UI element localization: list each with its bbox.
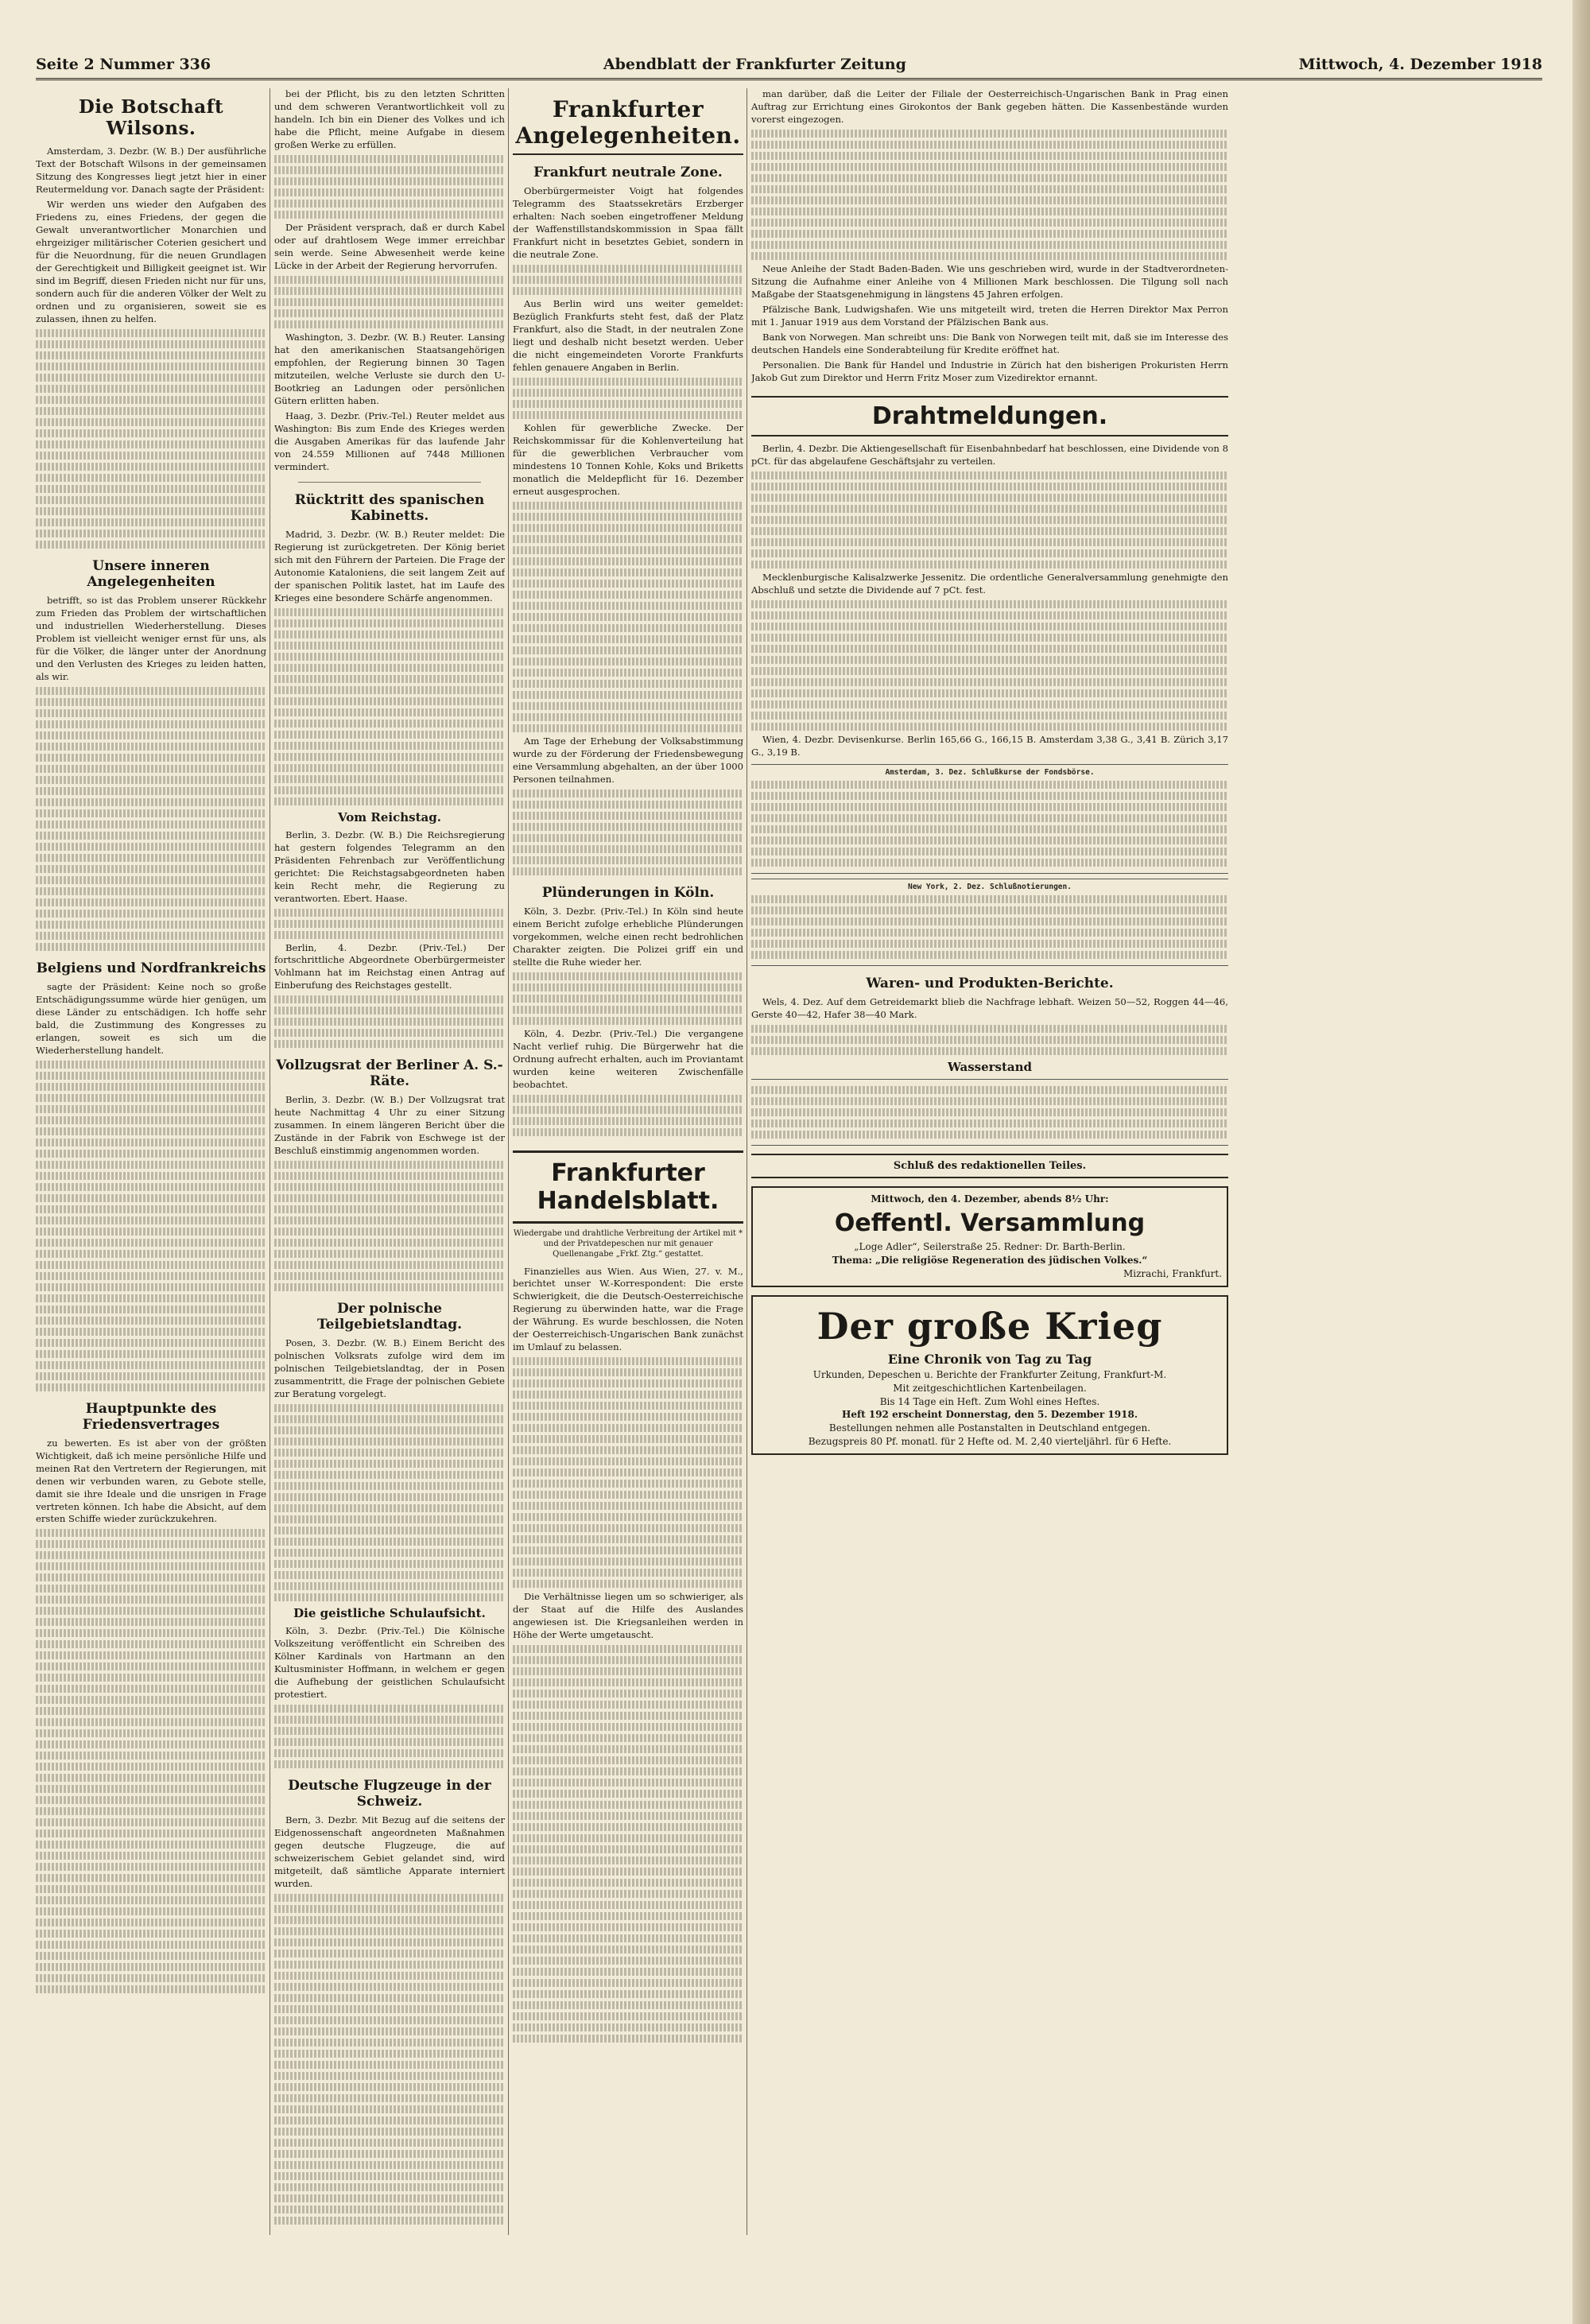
article-paragraph: sagte der Präsident: Keine noch so große Entschädigungssumme würde hier genügen, um diese Länder zu entschädigen. Ich hoffe sehr bald, die Zustimmung des Kongresses zu erlangen, soweit es sich um die Wiederherstellung handelt. — [36, 980, 266, 1056]
ad-versammlung — [751, 1186, 1228, 1286]
article-paragraph: Köln, 4. Dezbr. (Priv.-Tel.) Die vergangene Nacht verlief ruhig. Die Bürgerwehr hat die Ordnung aufrecht erhalten, auch im Proviantamt wurden keine weiteren Zwischenfälle beobachtet. — [513, 1027, 743, 1090]
article-paragraph: Aus Berlin wird uns weiter gemeldet: Bezüglich Frankfurts steht fest, daß der Platz Frankfurt, also die Stadt, in der neutralen Zone liegt und deshalb nicht besetzt werden. Ueber die nicht eingemeindeten Vororte Frankfurts fehlen genauere Angaben in Berlin. — [513, 297, 743, 373]
ad-krieg-sub: Eine Chronik von Tag zu Tag — [887, 1351, 1092, 1367]
ad-krieg-line: Mit zeitgeschichtlichen Kartenbeilagen. — [893, 1382, 1087, 1394]
subhead-peace-treaty: Hauptpunkte des Friedensvertrages — [82, 1400, 220, 1433]
subhead-neutral-zone: Frankfurt neutrale Zone. — [533, 165, 723, 180]
article-paragraph: Köln, 3. Dezbr. (Priv.-Tel.) Die Kölnische Volkszeitung veröffentlicht ein Schreiben des Kölner Kardinals von Hartmann an den Kultusminister Hoffmann, in welchem er gegen die Aufhebung der geistlichen Schulaufsicht protestiert. — [274, 1625, 505, 1701]
article-paragraph: Berlin, 4. Dezbr. Die Aktiengesellschaft für Eisenbahnbedarf hat beschlossen, eine Dividende von 8 pCt. für das abgelaufene Geschäftsjahr zu verteilen. — [751, 442, 1228, 467]
article-paragraph: betrifft, so ist das Problem unserer Rückkehr zum Frieden das Problem der wirtschaftlichen und industriellen Wiederherstellung. Dieses Problem ist vielleicht weniger ernst für uns, als für die Völker, die länger unter der Anordnung und den Verlusten des Krieges zu leiden hatten, als wir. — [36, 594, 266, 682]
table-title: New York, 2. Dez. Schlußnotierungen. — [908, 883, 1072, 892]
column-2 — [274, 88, 505, 2235]
headline-frankfurt-affairs: Frankfurter Angelegenheiten. — [513, 96, 743, 155]
column-1 — [36, 88, 266, 2235]
column-3 — [513, 88, 743, 2235]
headline-wasserstand: Wasserstand — [947, 1060, 1033, 1075]
article-paragraph: Die Verhältnisse liegen um so schwieriger, als der Staat auf die Hilfe des Auslandes angewiesen ist. Die Kriegsanleihen werden in Höhe der Werte umgetauscht. — [513, 1591, 743, 1641]
column-4 — [751, 88, 1228, 2235]
article-paragraph: Berlin, 3. Dezbr. (W. B.) Die Reichsregierung hat gestern folgendes Telegramm an den Präsidenten Fehrenbach zur Veröffentlichung gerichtet: Die Reichstagsabgeordneten haben kein Recht mehr, die Regierung zu verantworten. Ebert. Haase. — [274, 828, 505, 904]
article-paragraph: Neue Anleihe der Stadt Baden-Baden. Wie uns geschrieben wird, wurde in der Stadtverordneten-Sitzung die Aufnahme einer Anleihe von 4 Millionen Mark beschlossen. Die Tilgung soll nach Maßgabe der Staatsgenehmigung in längstens 45 Jahren erfolgen. — [751, 262, 1228, 300]
subhead-inner-affairs: Unsere inneren Angelegenheiten — [87, 557, 215, 590]
ad-krieg-title: Der große Krieg — [816, 1304, 1163, 1348]
article-paragraph: Berlin, 3. Dezbr. (W. B.) Der Vollzugsrat trat heute Nachmittag 4 Uhr zu einer Sitzung zusammen. In einem längeren Bericht über die Zustände in der Fabrik von Eschwege ist der Beschluß einstimmig angenommen worden. — [274, 1094, 505, 1157]
ad-title: Oeffentl. Versammlung — [834, 1209, 1146, 1238]
headline-handelsblatt: Frankfurter Handelsblatt. — [513, 1150, 743, 1224]
headline-vollzugsrat: Vollzugsrat der Berliner A. S.-Räte. — [276, 1057, 503, 1090]
article-paragraph: Madrid, 3. Dezbr. (W. B.) Reuter meldet: Die Regierung ist zurückgetreten. Der König beriet sich mit den Führern der Parteien. Die Frage der Autonomie Kataloniens, die seit langem Zeit auf der spanischen Politik lastet, hat im Laufe des Krieges eine besondere Schärfe angenommen. — [274, 528, 505, 603]
ad-krieg-line: Bis 14 Tage ein Heft. Zum Wohl eines Heftes. — [879, 1395, 1100, 1407]
article-paragraph: Bank von Norwegen. Man schreibt uns: Die Bank von Norwegen teilt mit, daß sie im Interesse des deutschen Handels eine Sonderabteilung für Kredite eröffnet hat. — [751, 331, 1228, 355]
ad-thema: Thema: „Die religiöse Regeneration des jüdischen Volkes.“ — [832, 1254, 1148, 1266]
article-paragraph: Mecklenburgische Kalisalzwerke Jessenitz. Die ordentliche Generalversammlung genehmigte den Abschluß und setzte die Dividende auf 7 pCt. fest. — [751, 571, 1228, 596]
headline-spain: Rücktritt des spanischen Kabinetts. — [294, 491, 485, 524]
article-paragraph: Pfälzische Bank, Ludwigshafen. Wie uns mitgeteilt wird, treten die Herren Direktor Max Perron mit 1. Januar 1919 aus dem Vorstand der Pfälzischen Bank aus. — [751, 303, 1228, 328]
article-paragraph: Kohlen für gewerbliche Zwecke. Der Reichskommissar für die Kohlenverteilung hat für die gewerblichen Verbraucher vom mindestens 10 Tonnen Kohle, Koks und Briketts monatlich die Meldepflicht für 16. Dezember erneut ausgesprochen. — [513, 421, 743, 497]
wasserstand-table — [751, 1079, 1228, 1146]
page-edge-shadow — [1573, 0, 1590, 2324]
stock-table — [751, 764, 1228, 874]
columns — [36, 88, 1542, 2235]
article-paragraph: Wien, 4. Dezbr. Devisenkurse. Berlin 165,66 G., 166,15 B. Amsterdam 3,38 G., 3,41 B. Zürich 3,17 G., 3,19 B. — [751, 733, 1228, 758]
ad-krieg-line: Urkunden, Depeschen u. Berichte der Frankfurter Zeitung, Frankfurt-M. — [812, 1368, 1167, 1380]
masthead-left: Seite 2 Nummer 336 — [36, 56, 211, 73]
article-paragraph: Wels, 4. Dez. Auf dem Getreidemarkt blieb die Nachfrage lebhaft. Weizen 50—52, Roggen 44—46, Gerste 40—42, Hafer 38—40 Mark. — [751, 996, 1228, 1021]
article-paragraph: Wir werden uns wieder den Aufgaben des Friedens zu, eines Friedens, der gegen die Gewalt unverantwortlicher Monarchien und ehrgeiziger militärischer Coterien gesichert und für die Neuordnung, für die neuen Grundlagen der Gerechtigkeit und Billigkeit geeignet ist. Wir sind im Begriff, diesen Frieden nicht nur für uns, sondern auch für die anderen Völker der Welt zu ordnen und zu organisieren, soweit sie es zulassen, ihnen zu helfen. — [36, 198, 266, 324]
handelsblatt-note: Wiedergabe und drahtliche Verbreitung der Artikel mit * und der Privatdepeschen nur mit genauer Quellenangabe „Frkf. Ztg.“ gestattet. — [513, 1228, 743, 1259]
headline-drahtmeldungen: Drahtmeldungen. — [751, 396, 1228, 436]
headline-waren: Waren- und Produkten-Berichte. — [866, 976, 1114, 992]
article-paragraph: Berlin, 4. Dezbr. (Priv.-Tel.) Der fortschrittliche Abgeordnete Oberbürgermeister Vohlmann hat im Reichstag einen Antrag auf Einberufung des Reichstages gestellt. — [274, 941, 505, 991]
stock-table — [751, 879, 1228, 966]
article-paragraph: bei der Pflicht, bis zu den letzten Schritten und dem schweren Verantwortlichkeit voll zu handeln. Ich bin ein Diener des Volkes und ich habe die Pflicht, meine Aufgabe in diesem großen Werke zu erfüllen. — [274, 88, 505, 150]
table-title: Amsterdam, 3. Dez. Schlußkurse der Fondsbörse. — [885, 767, 1095, 777]
masthead-center: Abendblatt der Frankfurter Zeitung — [603, 56, 906, 73]
article-paragraph: Köln, 3. Dezbr. (Priv.-Tel.) In Köln sind heute einem Bericht zufolge erhebliche Plünderungen vorgekommen, welche einen recht bedrohlichen Charakter zeigten. Die Polizei griff ein und stellte die Ruhe wieder her. — [513, 905, 743, 968]
ad-krieg-line: Heft 192 erscheint Donnerstag, den 5. Dezember 1918. — [841, 1409, 1138, 1421]
article-paragraph: Washington, 3. Dezbr. (W. B.) Reuter. Lansing hat den amerikanischen Staatsangehörigen empfohlen, der Regierung binnen 30 Tagen mitzuteilen, welche Verluste sie durch den U-Bootkrieg an Ladungen oder persönlichen Gütern erlitten haben. — [274, 331, 505, 406]
ad-krieg-line: Bezugspreis 80 Pf. monatl. für 2 Hefte od. M. 2,40 vierteljährl. für 6 Hefte. — [808, 1435, 1172, 1447]
article-paragraph: Oberbürgermeister Voigt hat folgendes Telegramm des Staatssekretärs Erzberger erhalten: Nach soeben eingetroffener Meldung der Waffenstillstandskommission in Spaa fällt Frankfurt nicht in besetztes Gebiet, sondern in die neutrale Zone. — [513, 185, 743, 260]
ad-date: Mittwoch, den 4. Dezember, abends 8½ Uhr: — [871, 1193, 1109, 1205]
article-paragraph: Posen, 3. Dezbr. (W. B.) Einem Bericht des polnischen Volksrats zufolge wird dem im polnischen Teilgebietslandtag, der in Posen zusammentritt, die Frage der polnischen Gebiete zur Beratung vorgelegt. — [274, 1337, 505, 1400]
article-paragraph: Personalien. Die Bank für Handel und Industrie in Zürich hat den bisherigen Prokuristen Herrn Jakob Gut zum Direktor und Herrn Fritz Moser zum Vizedirektor ernannt. — [751, 359, 1228, 383]
headline-flugzeuge: Deutsche Flugzeuge in der Schweiz. — [288, 1778, 491, 1810]
ad-sign: Mizrachi, Frankfurt. — [1123, 1267, 1222, 1279]
subhead-belgium: Belgiens und Nordfrankreichs — [36, 960, 266, 976]
article-paragraph: man darüber, daß die Leiter der Filiale der Oesterreichisch-Ungarischen Bank in Prag einen Auftrag zur Errichtung eines Girokontos der Bank gegeben hätten. Die Kassenbestände wurden vorerst eingezogen. — [751, 88, 1228, 125]
headline-polish-landtag: Der polnische Teilgebietslandtag. — [316, 1301, 463, 1333]
ad-der-grosse-krieg — [751, 1295, 1228, 1455]
ad-place: „Loge Adler“, Seilerstraße 25. Redner: Dr. Barth-Berlin. — [854, 1241, 1126, 1253]
headline-reichstag: Vom Reichstag. — [338, 809, 441, 824]
article-paragraph: Am Tage der Erhebung der Volksabstimmung wurde zu der Förderung der Friedensbewegung eine Versammlung abgehalten, an der über 1000 Personen teilnahmen. — [513, 735, 743, 785]
editorial-end: Schluß des redaktionellen Teiles. — [751, 1154, 1228, 1178]
article-paragraph: Amsterdam, 3. Dezbr. (W. B.) Der ausführliche Text der Botschaft Wilsons in der gemeinsamen Sitzung des Kongresses liegt jetzt hier in einer Reutermeldung vor. Danach sagte der Präsident: — [36, 145, 266, 195]
headline-wilson: Die Botschaft Wilsons. — [78, 96, 224, 139]
article-paragraph: Bern, 3. Dezbr. Mit Bezug auf die seitens der Eidgenossenschaft angeordneten Maßnahmen gegen deutsche Flugzeuge, die auf schweizerischem Gebiet gelandet sind, wird mitgeteilt, daß sämtliche Apparate interniert wurden. — [274, 1814, 505, 1890]
masthead — [36, 56, 1542, 80]
masthead-right: Mittwoch, 4. Dezember 1918 — [1298, 56, 1542, 73]
article-paragraph: Der Präsident versprach, daß er durch Kabel oder auf drahtlosem Wege immer erreichbar sein werde. Seine Abwesenheit werde keine Lücke in der Arbeit der Regierung hervorrufen. — [274, 221, 505, 271]
headline-cologne: Plünderungen in Köln. — [541, 884, 715, 901]
article-paragraph: zu bewerten. Es ist aber von der größten Wichtigkeit, daß ich meine persönliche Hilfe und meinen Rat den Vertretern der Regierungen, mit denen wir verbunden waren, zu Gebote stelle, damit sie ihre Ideale und die unsrigen in Frage vertreten können. Ich habe die Absicht, auf dem ersten Schiffe wieder zurückzukehren. — [36, 1437, 266, 1525]
headline-school-supervision: Die geistliche Schulaufsicht. — [293, 1606, 486, 1621]
ad-krieg-line: Bestellungen nehmen alle Postanstalten in Deutschland entgegen. — [828, 1422, 1151, 1434]
article-paragraph: Finanzielles aus Wien. Aus Wien, 27. v. M., berichtet unser W.-Korrespondent: Die erste Schwierigkeit, die die Deutsch-Oesterreichische Regierung zu überwinden hatte, war die Frage der Währung. Es wurde beschlossen, die Noten der Oesterreichisch-Ungarischen Bank zunächst im Umlauf zu belassen. — [513, 1265, 743, 1353]
article-paragraph: Haag, 3. Dezbr. (Priv.-Tel.) Reuter meldet aus Washington: Bis zum Ende des Krieges werden die Ausgaben Amerikas für das laufende Jahr von 24.559 Millionen auf 7448 Millionen vermindert. — [274, 409, 505, 472]
